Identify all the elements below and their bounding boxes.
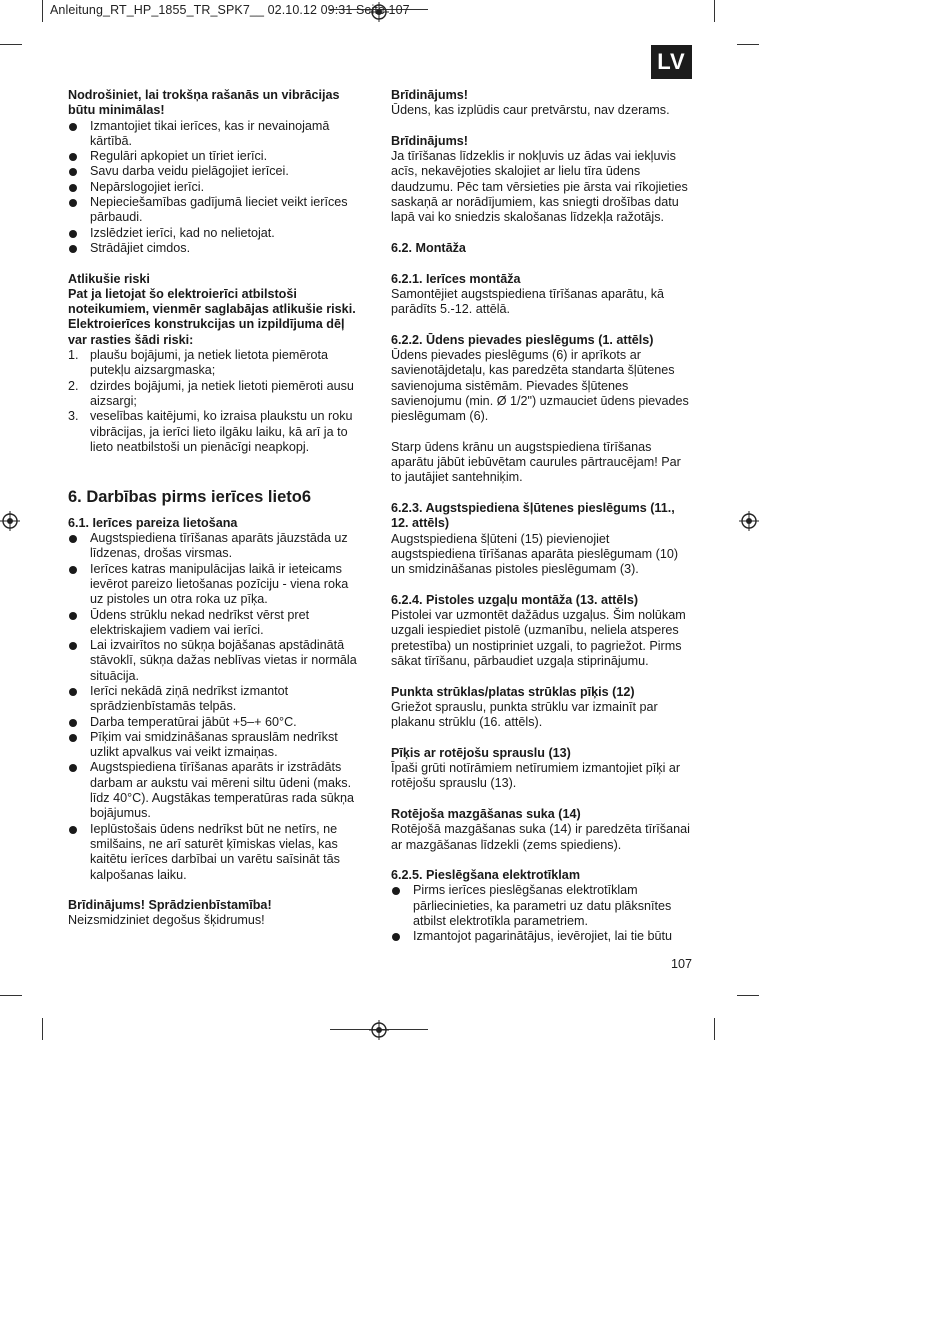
list-item: Nepieciešamības gadījumā lieciet veikt ierīces pārbaudi. xyxy=(68,195,358,226)
list-item xyxy=(68,409,358,455)
list-item: Izslēdziet ierīci, kad no nelietojat. xyxy=(68,226,358,241)
section-6-2-3-title: 6.2.3. Augstspiediena šļūtenes pieslēgums (11., 12. attēls) xyxy=(391,501,675,531)
crop-mark xyxy=(714,1018,715,1040)
point-jet-title: Punkta strūklas/platas strūklas pīķis (12) xyxy=(391,684,635,699)
crop-mark xyxy=(42,0,43,22)
list-item: Izmantojot pagarinātājus, ievērojiet, lai tie būtu xyxy=(391,929,693,944)
list-item: Pīķim vai smidzināšanas sprauslām nedrīkst uzlikt apvalkus vai veikt izmaiņas. xyxy=(68,730,358,761)
list-item: Strādājiet cimdos. xyxy=(68,241,358,256)
list-number: 3. xyxy=(68,409,79,424)
list-item: Augstspiediena tīrīšanas aparāts ir izstrādāts darbam ar aukstu vai mēreni siltu ūdeni (maks. līdz 40°C). Augstākas temperatūras rada sūkņa bojājumus. xyxy=(68,760,358,821)
list-item: Ierīci nekādā ziņā nedrīkst izmantot sprādzienbīstamās telpās. xyxy=(68,684,358,715)
noise-list xyxy=(68,119,358,257)
left-column xyxy=(68,88,358,929)
list-number: 1. xyxy=(68,348,79,363)
page-number: 107 xyxy=(671,957,693,971)
right-column xyxy=(391,88,693,945)
list-item: Regulāri apkopiet un tīriet ierīci. xyxy=(68,149,358,164)
list-item: Ūdens strūklu nekad nedrīkst vērst pret elektriskajiem vadiem vai ierīci. xyxy=(68,608,358,639)
rotating-brush-title: Rotējoša mazgāšanas suka (14) xyxy=(391,806,581,821)
proper-use-list xyxy=(68,531,358,883)
list-item: Ieplūstošais ūdens nedrīkst būt ne netīrs, ne smilšains, ne arī saturēt ķīmiskas vielas, kas kaitētu ierīces darbībai un varētu saīsināt tās kalpošanas laiku. xyxy=(68,822,358,883)
crop-mark xyxy=(737,995,759,996)
section-6-2-1-title: 6.2.1. Ierīces montāža xyxy=(391,271,521,286)
crop-mark xyxy=(0,995,22,996)
point-jet-text: Griežot sprauslu, punkta strūklu var izmainīt par plakanu strūklu (16. attēls). xyxy=(391,699,658,730)
section-6-2-2-note: Starp ūdens krānu un augstspiediena tīrīšanas aparātu jābūt iebūvētam caurules pārtraucējam! Par to jautājiet santehniķim. xyxy=(391,439,681,485)
section-6-2-3-text: Augstspiediena šļūteni (15) pievienojiet augstspiediena tīrīšanas aparāta pieslēgumam (10) un smidzināšanas pistoles pieslēgumam (3). xyxy=(391,531,679,577)
rotating-nozzle-text: Īpaši grūti notīrāmiem netīrumiem izmantojiet pīķi ar rotējošu sprauslu (13). xyxy=(391,761,681,791)
list-text: veselības kaitējumi, ko izraisa plaukstu un roku vibrācijas, ja ierīci lieto ilgāku laiku, kā arī ja to lieto neatbilstoši un pienācīgi neapkopj. xyxy=(90,409,353,454)
explosion-warning-text: Neizsmidziniet degošus šķidrumus! xyxy=(68,913,265,928)
warning-text: Ūdens, kas izplūdis caur pretvārstu, nav dzerams. xyxy=(391,103,670,118)
list-text: plaušu bojājumi, ja netiek lietota piemērota putekļu aizsargmaska; xyxy=(90,348,329,378)
list-item: Lai izvairītos no sūkņa bojāšanas apstādinātā stāvoklī, sūkņa dažas neblīvas vietas ir normāla situācija. xyxy=(68,638,358,684)
list-item: Augstspiediena tīrīšanas aparāts jāuzstāda uz līdzenas, drošas virsmas. xyxy=(68,531,358,562)
noise-title: Nodrošiniet, lai trokšņa rašanās un vibrācijas būtu minimālas! xyxy=(68,88,340,118)
registration-mark-icon xyxy=(369,1020,389,1040)
crop-mark xyxy=(42,1018,43,1040)
list-item xyxy=(68,379,358,410)
registration-mark-icon xyxy=(739,511,759,531)
rotating-nozzle-title: Pīķis ar rotējošu sprauslu (13) xyxy=(391,745,571,760)
section-6-heading: 6. Darbības pirms ierīces lieto6 xyxy=(68,487,312,506)
explosion-warning-title: Brīdinājums! Sprādzienbīstamība! xyxy=(68,898,272,913)
list-item xyxy=(68,348,358,379)
list-item: Izmantojiet tikai ierīces, kas ir nevainojamā kārtībā. xyxy=(68,119,358,150)
section-6-2-2-text: Ūdens pievades pieslēgums (6) ir aprīkots ar savienotājdetaļu, kas paredzēta standarta šļūtenes savienojuma sistēmām. Pievades šļūtenes savienojumu (min. Ø 1/2") uzmauciet ūdens pievades pieslēgumam (6). xyxy=(391,348,689,424)
risks-intro: Pat ja lietojat šo elektroierīci atbilstoši noteikumiem, vienmēr saglabājas atlikušie riski. Elektroierīces konstrukcijas un izpildījuma dēļ var rasties šādi riski: xyxy=(68,286,356,347)
list-item: Nepārslogojiet ierīci. xyxy=(68,180,358,195)
list-text: dzirdes bojājumi, ja netiek lietoti piemēroti ausu aizsargi; xyxy=(90,378,354,408)
section-6-2-title: 6.2. Montāža xyxy=(391,240,466,255)
list-item: Pirms ierīces pieslēgšanas elektrotīklam pārliecinieties, ka parametri uz datu plāksnītes atbilst elektrotīkla parametriem. xyxy=(391,883,693,929)
crop-mark xyxy=(714,0,715,22)
section-6-2-2-title: 6.2.2. Ūdens pievades pieslēgums (1. attēls) xyxy=(391,332,654,347)
section-6-2-4-text: Pistolei var uzmontēt dažādus uzgaļus. Šim nolūkam uzgali iespiediet pistolē (uzmanību, neliela atsperes pretestība) un nostipriniet uzgali, to pagriežot. Pirms sākat tīrīšanu, pārbaudiet uzgaļa stiprinājumu. xyxy=(391,608,686,668)
mains-connection-list xyxy=(391,883,693,944)
section-6-2-5-title: 6.2.5. Pieslēgšana elektrotīklam xyxy=(391,868,581,883)
list-number: 2. xyxy=(68,378,79,393)
crop-mark xyxy=(0,44,22,45)
warning-title: Brīdinājums! xyxy=(391,133,468,148)
section-6-1-title: 6.1. Ierīces pareiza lietošana xyxy=(68,515,238,530)
list-item: Ierīces katras manipulācijas laikā ir ieteicams ievērot pareizo lietošanas pozīciju - viena roka uz pistoles un otra roka uz pīķa. xyxy=(68,562,358,608)
language-tab: LV xyxy=(651,45,692,79)
crop-mark xyxy=(737,44,759,45)
warning-title: Brīdinājums! xyxy=(391,88,468,102)
risks-list xyxy=(68,348,358,455)
warning-text: Ja tīrīšanas līdzeklis ir nokļuvis uz ādas vai iekļuvis acīs, nekavējoties skalojiet ar lielu tīra ūdens daudzumu. Pēc tam vērsieties pie ārsta vai rīkojieties saskaņā ar norādījumiem, kas sniegti drošības datu lapā vai ko sniedzis skalošanas līdzekļa ražotājs. xyxy=(391,149,688,225)
list-item: Darba temperatūrai jābūt +5–+ 60°C. xyxy=(68,715,358,730)
rotating-brush-text: Rotējošā mazgāšanas suka (14) ir paredzēta tīrīšanai ar mazgāšanas līdzekli (zems spiediens). xyxy=(391,822,690,852)
list-item: Savu darba veidu pielāgojiet ierīcei. xyxy=(68,164,358,179)
section-6-2-1-text: Samontējiet augstspiediena tīrīšanas aparātu, kā parādīts 5.-12. attēlā. xyxy=(391,286,665,317)
section-6-2-4-title: 6.2.4. Pistoles uzgaļu montāža (13. attēls) xyxy=(391,592,639,607)
risks-title: Atlikušie riski xyxy=(68,271,150,286)
printer-slug-line: Anleitung_RT_HP_1855_TR_SPK7__ 02.10.12 09:31 Seite 107 xyxy=(50,3,410,17)
registration-mark-icon xyxy=(0,511,20,531)
